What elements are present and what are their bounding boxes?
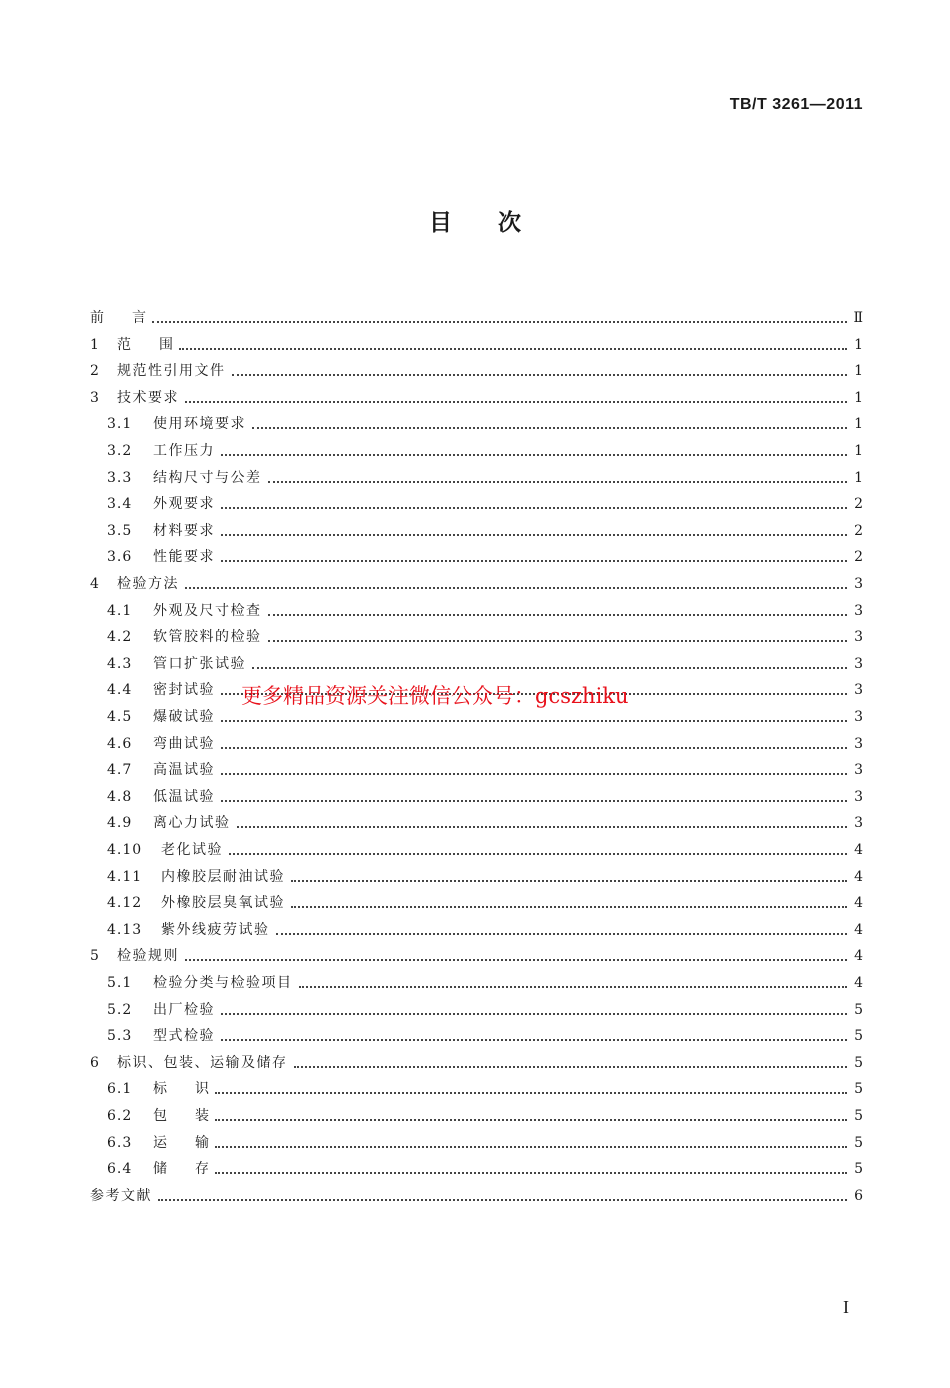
toc-entry-number: 3.6 [107,549,133,566]
dot-leader [221,720,847,722]
toc-entry[interactable] [107,433,863,459]
toc-entry[interactable] [90,353,863,379]
toc-entry[interactable] [107,646,863,672]
dot-leader [268,640,848,642]
toc-entry-label: 包 装 [153,1108,209,1124]
toc-entry[interactable] [107,752,863,778]
toc-entry-label: 软管胶料的检验 [153,629,262,646]
dot-leader [291,906,847,908]
toc-entry-number: 3 [90,389,100,406]
toc-entry-label: 管口扩张试验 [153,655,246,672]
toc-entry-page: 4 [854,975,863,991]
toc-entry[interactable] [107,513,863,539]
toc-entry-page: 5 [854,1161,863,1178]
toc-entry-label: 检验规则 [117,948,179,965]
toc-entry-page: 4 [854,921,863,938]
toc-entry-number: 5.3 [107,1028,133,1045]
toc-entry-page: 1 [854,363,863,380]
toc-entry[interactable] [107,1125,863,1151]
toc-entry[interactable] [107,805,863,831]
toc-entry-number: 3.1 [107,416,133,433]
toc-entry-label: 低温试验 [153,788,215,805]
toc-entry-number: 4.3 [107,655,133,672]
toc-entry-label: 材料要求 [153,522,215,539]
toc-entry[interactable] [107,992,863,1018]
toc-entry-number: 2 [90,363,100,380]
toc-entry-page: 2 [854,496,863,513]
toc-entry-number: 5.1 [107,975,133,991]
toc-entry-label: 运 输 [153,1134,209,1151]
toc-entry-label: 性能要求 [153,549,215,566]
dot-leader [221,773,847,775]
toc-entry[interactable] [107,460,863,486]
toc-entry-page: 1 [854,469,863,486]
dot-leader [215,1146,847,1148]
toc-entry[interactable] [107,1071,863,1097]
toc-entry-number: 4.2 [107,629,133,646]
toc-entry-label: 出厂检验 [153,1001,215,1018]
toc-entry-page: 5 [854,1108,863,1124]
toc-entry-label: 型式检验 [153,1028,215,1045]
toc-entry-page: 2 [854,549,863,566]
toc-entry-page: 3 [854,602,863,619]
toc-entry-page: 4 [854,842,863,858]
toc-entry-number: 1 [90,336,100,353]
toc-entry-number: 4.9 [107,815,133,832]
dot-leader [221,747,847,749]
toc-entry[interactable] [107,965,863,991]
toc-entry-number: 6.1 [107,1081,133,1098]
toc-entry-page: 3 [854,815,863,832]
toc-entry-page: 5 [854,1028,863,1045]
toc-entry-label: 储 存 [153,1161,209,1178]
dot-leader [229,853,847,855]
toc-entry-label: 密封试验 [153,682,215,699]
watermark-text: 更多精品资源关注微信公众号：gcszhiku [241,684,629,708]
toc-entry-number: 4.8 [107,788,133,805]
dot-leader [252,667,847,669]
toc-entry-number: 6 [90,1054,100,1071]
dot-leader [232,374,848,376]
dot-leader [185,587,847,589]
toc-entry-page: 3 [854,788,863,805]
toc-entry[interactable] [90,300,863,326]
toc-entry-label: 检验方法 [117,576,179,592]
toc-entry[interactable] [90,327,863,353]
toc-entry-label: 标 识 [153,1081,209,1098]
toc-entry-page: 3 [854,735,863,752]
toc-entry[interactable] [107,912,863,938]
toc-entry-page: 5 [854,1081,863,1098]
toc-entry[interactable] [107,832,863,858]
toc-entry-label: 外观及尺寸检查 [153,602,262,619]
toc-entry[interactable] [107,619,863,645]
toc-entry-number: 3.2 [107,443,133,459]
toc-entry-label: 高温试验 [153,762,215,779]
toc-entry-number: 3.5 [107,522,133,539]
dot-leader [221,454,847,456]
toc-entry-number: 4.10 [107,842,143,858]
toc-entry[interactable] [107,406,863,432]
toc-entry-page: 1 [854,389,863,406]
dot-leader [179,348,847,350]
toc-entry-number: 6.2 [107,1108,133,1124]
toc-entry-label: 紫外线疲劳试验 [161,921,270,938]
dot-leader [276,933,848,935]
toc-entry[interactable] [107,486,863,512]
toc-entry-page: Ⅱ [853,310,863,326]
toc-entry-page: 4 [854,868,863,885]
toc-entry-page: 5 [854,1134,863,1151]
toc-entry-label: 范 围 [117,336,173,353]
toc-entry-number: 4 [90,576,100,592]
page-number: I [843,1297,849,1317]
toc-entry-number: 4.7 [107,762,133,779]
toc-entry[interactable] [90,380,863,406]
toc-entry-page: 5 [854,1001,863,1018]
toc-entry-label: 使用环境要求 [153,416,246,433]
toc-entry-number: 4.6 [107,735,133,752]
toc-entry-label: 参考文献 [90,1187,152,1204]
dot-leader [291,880,847,882]
toc-entry[interactable] [90,938,863,964]
toc-entry[interactable] [107,726,863,752]
dot-leader [221,534,847,536]
toc-entry[interactable] [90,1178,863,1204]
page-title: 目 次 [429,210,521,236]
toc-entry-number: 3.3 [107,469,133,486]
toc-entry-label: 检验分类与检验项目 [153,975,293,991]
toc-entry-page: 6 [854,1187,863,1204]
dot-leader [221,1039,847,1041]
toc-entry-label: 弯曲试验 [153,735,215,752]
toc-entry-page: 3 [854,576,863,592]
toc-entry-label: 老化试验 [161,842,223,858]
toc-entry[interactable] [107,593,863,619]
toc-entry-label: 技术要求 [117,389,179,406]
toc-entry-page: 4 [854,895,863,912]
dot-leader [152,321,847,323]
dot-leader [299,986,848,988]
toc-entry-number: 4.12 [107,895,143,912]
toc-entry-number: 3.4 [107,496,133,513]
dot-leader [158,1199,847,1201]
dot-leader [294,1066,848,1068]
toc-entry-page: 4 [854,948,863,965]
toc-entry-label: 爆破试验 [153,709,215,725]
dot-leader [185,401,847,403]
dot-leader [215,1119,847,1121]
toc-entry-number: 5 [90,948,100,965]
toc-entry-page: 1 [854,416,863,433]
toc-entry[interactable] [90,1045,863,1071]
toc-entry-label: 外橡胶层臭氧试验 [161,895,285,912]
toc-entry[interactable] [90,566,863,592]
toc-entry-page: 3 [854,682,863,699]
toc-entry-page: 3 [854,629,863,646]
toc-entry-page: 3 [854,655,863,672]
toc-entry[interactable] [107,779,863,805]
toc-entry-number: 6.3 [107,1134,133,1151]
toc-entry-number: 4.4 [107,682,133,699]
dot-leader [221,800,847,802]
toc-entry-label: 前 言 [90,310,146,326]
toc-entry-page: 1 [854,336,863,353]
toc-entry[interactable] [107,1018,863,1044]
toc-entry[interactable] [107,885,863,911]
toc-entry-label: 结构尺寸与公差 [153,469,262,486]
toc-entry-label: 内橡胶层耐油试验 [161,868,285,885]
toc-entry-label: 规范性引用文件 [117,363,226,380]
dot-leader [215,1092,847,1094]
dot-leader [185,959,847,961]
toc-entry-page: 1 [854,443,863,459]
toc-entry-label: 离心力试验 [153,815,231,832]
toc-entry-page: 3 [854,709,863,725]
toc-entry-label: 外观要求 [153,496,215,513]
standard-code: TB/T 3261—2011 [729,96,863,113]
toc-entry[interactable] [107,1151,863,1177]
dot-leader [221,1013,847,1015]
toc-entry-number: 5.2 [107,1001,133,1018]
toc-entry-number: 4.11 [107,868,143,885]
toc-entry-number: 4.1 [107,602,133,619]
toc-entry-number: 4.13 [107,921,143,938]
toc-entry[interactable] [107,1098,863,1124]
dot-leader [221,560,847,562]
dot-leader [268,481,848,483]
toc-entry-number: 4.5 [107,709,133,725]
toc-entry-label: 工作压力 [153,443,215,459]
toc-entry[interactable] [107,859,863,885]
dot-leader [268,614,848,616]
dot-leader [237,826,848,828]
toc-entry-page: 3 [854,762,863,779]
toc-entry[interactable] [107,539,863,565]
dot-leader [252,427,847,429]
dot-leader [221,507,847,509]
toc-entry-page: 5 [854,1054,863,1071]
toc-entry-page: 2 [854,522,863,539]
dot-leader [215,1172,847,1174]
toc-entry-label: 标识、包装、运输及储存 [117,1054,288,1071]
toc-entry-number: 6.4 [107,1161,133,1178]
